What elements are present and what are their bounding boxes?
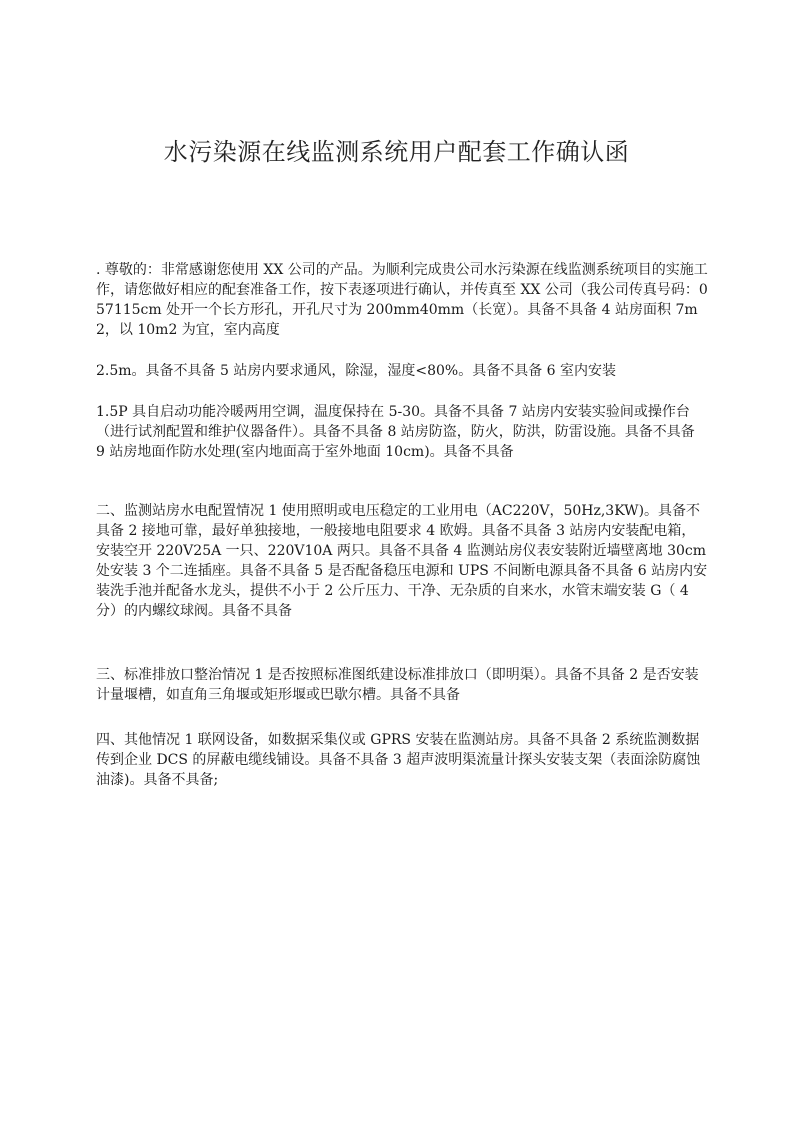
- paragraph-discharge-outlet: 三、标准排放口整治情况 1 是否按照标准图纸建设标准排放口（即明渠）。具备不具备 2 是否安装计量堰槽，如直角三角堰或矩形堰或巴歇尔槽。具备不具备: [96, 667, 699, 703]
- document-title: 水污染源在线监测系统用户配套工作确认函: [163, 138, 630, 166]
- paragraph-intro: . 尊敬的：非常感谢您使用 XX 公司的产品。为顺利完成贵公司水污染源在线监测系统项目的实施工作，请您做好相应的配套准备工作，按下表逐项进行确认，并传真至 XX 公司（我公司传真号码：057115cm 处开一个长方形孔，开孔尺寸为 200mm40mm（长宽）。具备不具备 4 站房面积 7m2，以 10m2 为宜，室内高度: [96, 262, 708, 338]
- paragraph-power-water: 二、监测站房水电配置情况 1 使用照明或电压稳定的工业用电（AC220V，50Hz,3KW)。具备不具备 2 接地可靠，最好单独接地，一般接地电阻要求 4 欧姆。具备不具备 3 站房内安装配电箱，安装空开 220V25A 一只、220V10A 两只。具备不具备 4 监测站房仪表安装附近墙壁离地 30cm 处安装 3 个二连插座。具备不具备 5 是否配备稳压电源和 UPS 不间断电源具备不具备 6 站房内安装洗手池并配备水龙头，提供不小于 2 公斤压力、干净、无杂质的自来水，水管末端安装 G（ 4 分）的内螺纹球阀。具备不具备: [96, 503, 708, 619]
- paragraph-ventilation: 2.5m。具备不具备 5 站房内要求通风，除湿，湿度<80%。具备不具备 6 室内安装: [96, 363, 617, 379]
- paragraph-air-conditioning: 1.5P 具自启动功能冷暖两用空调，温度保持在 5-30。具备不具备 7 站房内安装实验间或操作台（进行试剂配置和维护仪器备件）。具备不具备 8 站房防盗，防火，防洪，防雷设施。具备不具备 9 站房地面作防水处理(室内地面高于室外地面 10cm)。具备不具备: [96, 404, 695, 460]
- paragraph-other: 四、其他情况 1 联网设备，如数据采集仪或 GPRS 安装在监测站房。具备不具备 2 系统监测数据传到企业 DCS 的屏蔽电缆线铺设。具备不具备 3 超声波明渠流量计探头安装支架（表面涂防腐蚀油漆)。具备不具备;: [96, 732, 701, 788]
